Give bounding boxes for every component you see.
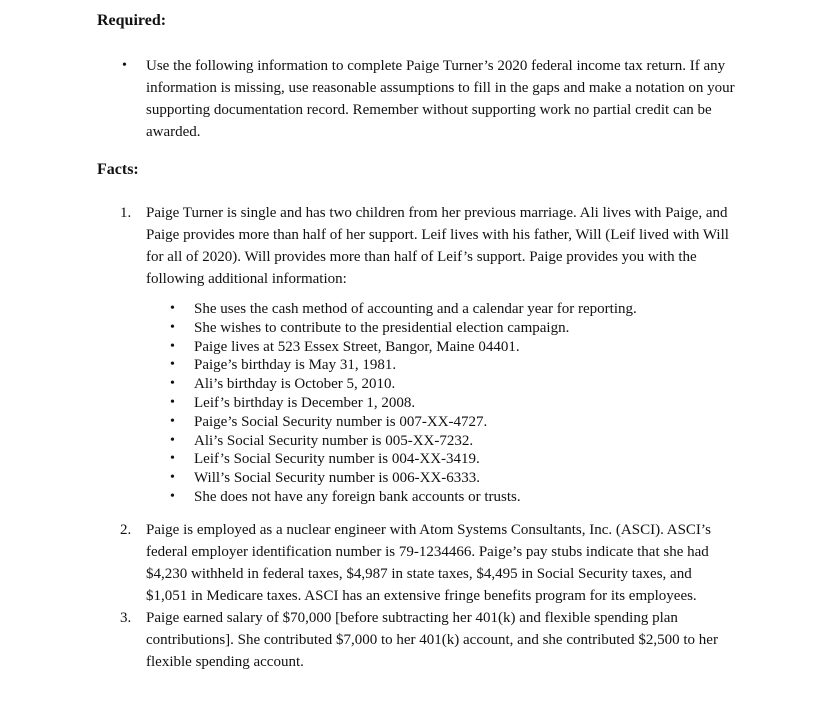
fact-text: Paige Turner is single and has two children from her previous marriage. Ali lives with Paige, and Paige provides more than half of her support. Leif lives with his father, Will (Leif lived with Will for all of 2020). Will provides more than half of Leif’s support. Paige provides you with the following additional information: [146,205,729,287]
bullet-icon: • [170,470,175,486]
bullet-icon: • [170,301,175,316]
sub-item-text: Will’s Social Security number is 006-XX-6333. [194,470,481,487]
sub-item-text: She uses the cash method of accounting and a calendar year for reporting. [194,301,637,317]
sub-item [170,375,736,394]
required-item-text: Use the following information to complete Paige Turner’s 2020 federal income tax return. If any information is missing, use reasonable assumptions to fill in the gaps and make a notation on your supporting documentation record. Remember without supporting work no partial credit can be awarded. [146,58,735,140]
sub-item [170,450,736,469]
sub-item-text: She wishes to contribute to the presidential election campaign. [194,319,570,336]
sub-item-text: Paige lives at 523 Essex Street, Bangor, Maine 04401. [194,338,520,355]
fact-number: 2. [120,521,132,538]
bullet-icon: • [170,376,175,392]
sub-item [170,413,736,432]
sub-item-text: She does not have any foreign bank accounts or trusts. [194,488,521,505]
sub-item [170,356,736,375]
bullet-icon: • [170,413,175,429]
sub-item [170,319,736,338]
required-item [122,55,746,143]
fact-sublist [146,300,736,507]
sub-item-text: Leif’s Social Security number is 004-XX-3419. [194,451,480,468]
fact-item [120,202,736,507]
bullet-icon: • [170,432,175,448]
facts-list [120,202,736,673]
sub-item [170,432,736,451]
fact-item [120,519,736,607]
sub-item-text: Ali’s birthday is October 5, 2010. [194,376,396,393]
required-heading: Required: [97,12,167,29]
required-list [122,55,746,143]
sub-item-text: Leif’s birthday is December 1, 2008. [194,394,416,411]
fact-item [120,607,736,673]
fact-number: 1. [120,205,132,221]
sub-item-text: Ali’s Social Security number is 005-XX-7232. [194,432,474,449]
bullet-icon: • [170,394,175,410]
sub-item [170,338,736,357]
sub-item [170,300,736,319]
bullet-icon: • [170,319,175,335]
sub-item-text: Paige’s birthday is May 31, 1981. [194,357,397,374]
bullet-icon: • [122,58,127,73]
facts-heading: Facts: [97,161,139,178]
bullet-icon: • [170,338,175,354]
sub-item [170,394,736,413]
sub-item-text: Paige’s Social Security number is 007-XX-4727. [194,413,488,430]
fact-number: 3. [120,609,132,626]
bullet-icon: • [170,357,175,373]
sub-item [170,469,736,488]
bullet-icon: • [170,488,175,504]
sub-item [170,488,736,507]
bullet-icon: • [170,451,175,467]
fact-text: Paige earned salary of $70,000 [before subtracting her 401(k) and flexible spending plan contributions]. She contributed $7,000 to her 401(k) account, and she contributed $2,500 to her flexible spending account. [146,609,718,670]
fact-text: Paige is employed as a nuclear engineer with Atom Systems Consultants, Inc. (ASCI). ASCI’s federal employer identification number is 79-1234466. Paige’s pay stubs indicate that she had $4,230 withheld in federal taxes, $4,987 in state taxes, $4,495 in Social Security taxes, and $1,051 in Medicare taxes. ASCI has an extensive fringe benefits program for its employees. [146,521,711,604]
